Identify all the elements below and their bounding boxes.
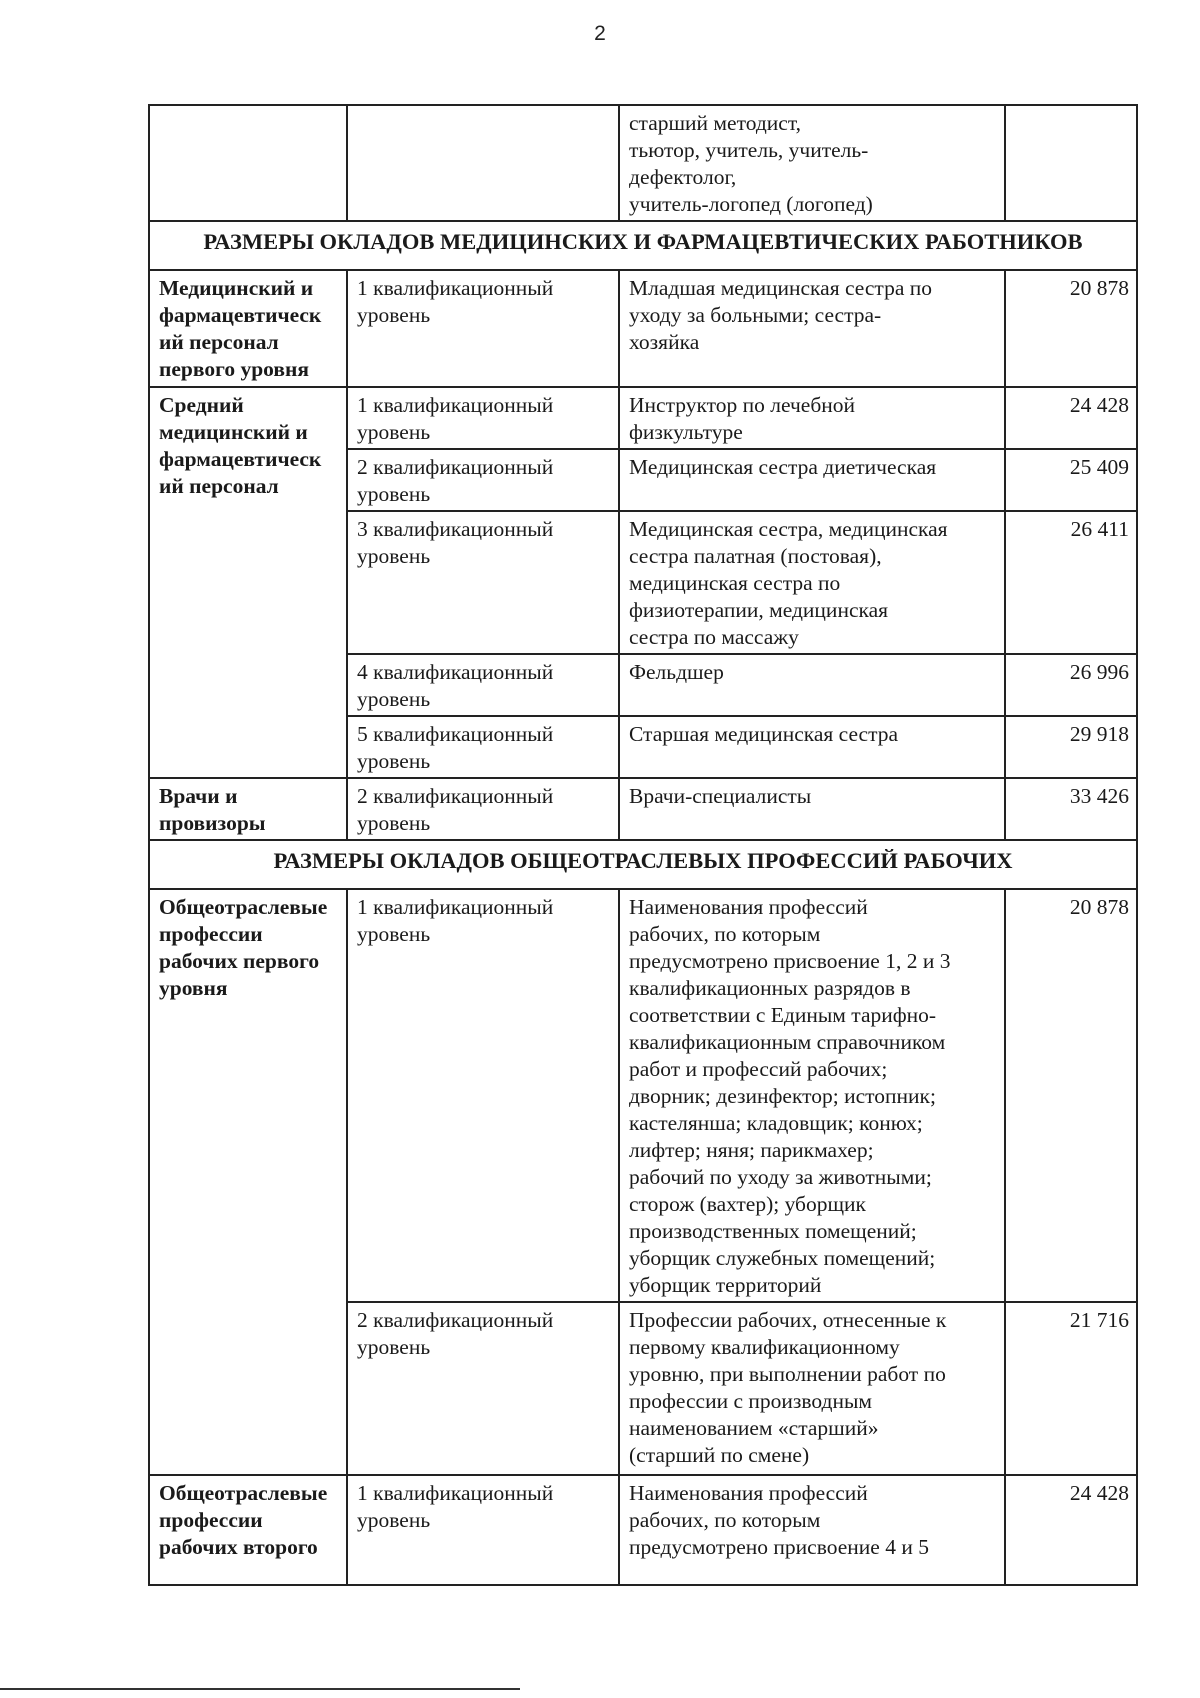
salary-amount-cell	[1005, 511, 1137, 654]
salary-amount-cell-text: 20 878	[1069, 276, 1129, 300]
salary-amount-cell	[1005, 716, 1137, 778]
positions-cell	[619, 1475, 1005, 1585]
empty-level-cell	[347, 105, 619, 221]
qualification-level-cell-text: 3 квалификационный уровень	[357, 517, 554, 568]
medical-section-title-row	[149, 221, 1137, 270]
qualification-level-cell	[347, 778, 619, 840]
footer-divider	[0, 1688, 520, 1690]
positions-cell-text: Младшая медицинская сестра по уходу за больными; сестра- хозяйка	[629, 276, 932, 354]
medical-section-title	[149, 221, 1137, 270]
positions-cell	[619, 105, 1005, 221]
positions-cell-text: Профессии рабочих, отнесенные к первому квалификационному уровню, при выполнении работ по профессии с производным наименованием «старший» (старший по смене)	[629, 1308, 947, 1467]
empty-category-cell	[149, 105, 347, 221]
positions-cell	[619, 654, 1005, 716]
salary-amount-cell	[1005, 1475, 1137, 1585]
salary-amount-cell	[1005, 654, 1137, 716]
category-cell	[149, 778, 347, 840]
qualification-level-cell-text: 2 квалификационный уровень	[357, 1308, 554, 1359]
table-row	[149, 1475, 1137, 1585]
qualification-level-cell	[347, 511, 619, 654]
positions-cell-text: Медицинская сестра, медицинская сестра палатная (постовая), медицинская сестра по физиотерапии, медицинская сестра по массажу	[629, 517, 948, 649]
category-cell	[149, 387, 347, 778]
positions-cell	[619, 778, 1005, 840]
positions-cell-text: Медицинская сестра диетическая	[629, 455, 937, 479]
table-row	[149, 889, 1137, 1302]
salary-amount-cell	[1005, 778, 1137, 840]
salary-amount-cell-text: 26 411	[1070, 517, 1129, 541]
positions-cell	[619, 716, 1005, 778]
category-cell-text: Общеотраслевые профессии рабочих второго	[159, 1481, 328, 1559]
table-row	[149, 270, 1137, 387]
qualification-level-cell	[347, 1475, 619, 1585]
qualification-level-cell	[347, 1302, 619, 1475]
qualification-level-cell-text: 5 квалификационный уровень	[357, 722, 554, 773]
table-row	[149, 387, 1137, 449]
category-cell	[149, 270, 347, 387]
qualification-level-cell-text: 4 квалификационный уровень	[357, 660, 554, 711]
salary-amount-cell	[1005, 270, 1137, 387]
salary-table	[148, 104, 1138, 1586]
positions-cell-text: Инструктор по лечебной физкультуре	[629, 393, 856, 444]
positions-cell	[619, 1302, 1005, 1475]
salary-amount-cell-text: 29 918	[1069, 722, 1129, 746]
positions-cell	[619, 387, 1005, 449]
salary-amount-cell	[1005, 387, 1137, 449]
qualification-level-cell-text: 2 квалификационный уровень	[357, 784, 554, 835]
category-cell-text: Медицинский и фармацевтическ ий персонал первого уровня	[159, 276, 322, 381]
salary-amount-cell-text: 25 409	[1069, 455, 1129, 479]
salary-amount-cell-text: 33 426	[1069, 784, 1129, 808]
workers-section-title-row	[149, 840, 1137, 889]
salary-amount-cell	[1005, 1302, 1137, 1475]
positions-cell-text: Врачи-специалисты	[629, 784, 812, 808]
table-row	[149, 778, 1137, 840]
table-row	[149, 105, 1137, 221]
positions-cell	[619, 889, 1005, 1302]
positions-cell-text: Старшая медицинская сестра	[629, 722, 899, 746]
qualification-level-cell-text: 1 квалификационный уровень	[357, 276, 554, 327]
positions-cell	[619, 511, 1005, 654]
empty-amount-cell	[1005, 105, 1137, 221]
positions-cell	[619, 449, 1005, 511]
positions-cell	[619, 270, 1005, 387]
page-number: 2	[594, 22, 606, 45]
workers-section-title	[149, 840, 1137, 889]
salary-amount-cell-text: 24 428	[1069, 1481, 1129, 1505]
salary-amount-cell-text: 21 716	[1069, 1308, 1129, 1332]
positions-cell-text: старший методист, тьютор, учитель, учитель- дефектолог, учитель-логопед (логопед)	[629, 111, 873, 216]
positions-cell-text: Наименования профессий рабочих, по которым предусмотрено присвоение 4 и 5	[629, 1481, 929, 1559]
qualification-level-cell	[347, 449, 619, 511]
medical-section-title-text: РАЗМЕРЫ ОКЛАДОВ МЕДИЦИНСКИХ И ФАРМАЦЕВТИЧЕСКИХ РАБОТНИКОВ	[203, 229, 1083, 254]
qualification-level-cell-text: 2 квалификационный уровень	[357, 455, 554, 506]
salary-amount-cell-text: 26 996	[1069, 660, 1129, 684]
qualification-level-cell	[347, 654, 619, 716]
qualification-level-cell	[347, 270, 619, 387]
category-cell-text: Врачи и провизоры	[159, 784, 266, 835]
qualification-level-cell	[347, 387, 619, 449]
qualification-level-cell	[347, 716, 619, 778]
category-cell	[149, 889, 347, 1475]
qualification-level-cell-text: 1 квалификационный уровень	[357, 895, 554, 946]
category-cell	[149, 1475, 347, 1585]
qualification-level-cell-text: 1 квалификационный уровень	[357, 393, 554, 444]
qualification-level-cell	[347, 889, 619, 1302]
salary-amount-cell	[1005, 449, 1137, 511]
salary-amount-cell-text: 24 428	[1069, 393, 1129, 417]
category-cell-text: Средний медицинский и фармацевтическ ий персонал	[159, 393, 322, 498]
positions-cell-text: Наименования профессий рабочих, по которым предусмотрено присвоение 1, 2 и 3 квалификационных разрядов в соответствии с Единым тарифно- квалификационным справочником работ и профессий рабочих; дворник; дезинфектор; истопник; кастелянша; кладовщик; конюх; лифтер; няня; парикмахер; рабочий по уходу за животными; сторож (вахтер); уборщик производственных помещений; уборщик служебных помещений; уборщик территорий	[629, 895, 951, 1297]
qualification-level-cell-text: 1 квалификационный уровень	[357, 1481, 554, 1532]
category-cell-text: Общеотраслевые профессии рабочих первого уровня	[159, 895, 328, 1000]
salary-amount-cell	[1005, 889, 1137, 1302]
positions-cell-text: Фельдшер	[629, 660, 724, 684]
workers-section-title-text: РАЗМЕРЫ ОКЛАДОВ ОБЩЕОТРАСЛЕВЫХ ПРОФЕССИЙ РАБОЧИХ	[273, 848, 1013, 873]
salary-amount-cell-text: 20 878	[1069, 895, 1129, 919]
